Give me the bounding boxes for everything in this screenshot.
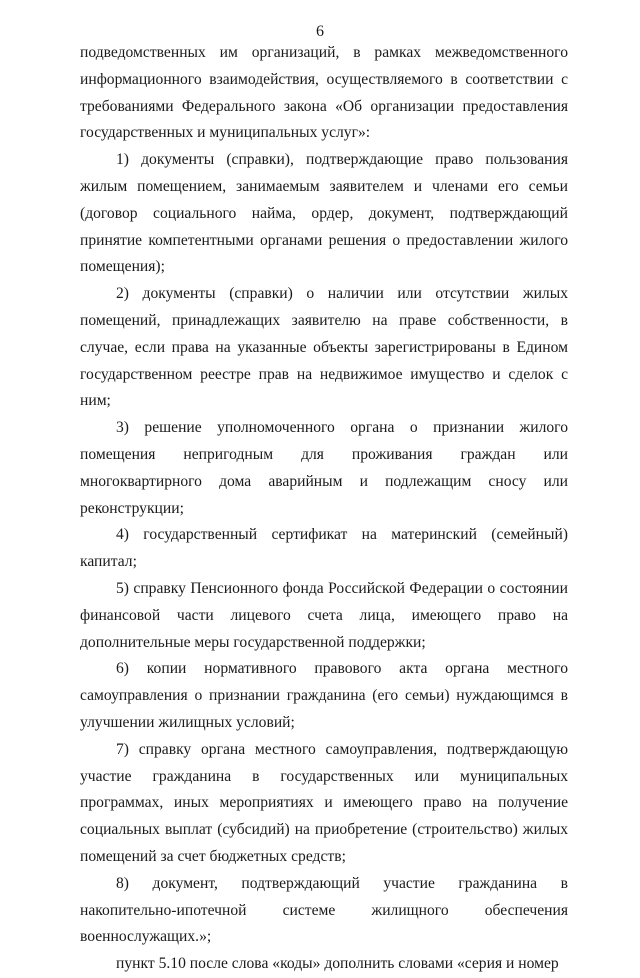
list-item-8: 8) документ, подтверждающий участие гражданина в накопительно-ипотечной системе жилищного обеспечения военнослужащих.»;: [80, 874, 568, 946]
list-item-3: 3) решение уполномоченного органа о признании жилого помещения непригодным для проживания граждан или многоквартирного дома аварийным и подлежащим сносу или реконструкции;: [80, 419, 568, 517]
list-item-6: 6) копии нормативного правового акта органа местного самоуправления о признании гражданина (его семьи) нуждающимся в улучшении жилищных условий;: [80, 660, 568, 731]
list-item-1: 1) документы (справки), подтверждающие право пользования жилым помещением, занимаемым заявителем и членами его семьи (договор социального найма, ордер, документ, подтверждающий принятие компетентными органами решения о предоставлении жилого помещения);: [80, 151, 568, 276]
page-number: 6: [316, 23, 324, 40]
paragraph-continuation: подведомственных им организаций, в рамках межведомственного информационного взаимодействия, осуществляемого в соответствии с требованиями Федерального закона «Об организации предоставления государственных и муниципальных услуг»:: [80, 44, 568, 142]
list-item-7: 7) справку органа местного самоуправления, подтверждающую участие гражданина в государственных или муниципальных программах, иных мероприятиях и имеющего право на получение социальных выплат (субсидий) на приобретение (строительство) жилых помещений за счет бюджетных средств;: [80, 740, 568, 865]
amendment-paragraph: пункт 5.10 после слова «коды» дополнить словами «серия и номер: [116, 955, 559, 973]
document-body: [80, 40, 568, 978]
list-item-5: 5) справку Пенсионного фонда Российской Федерации о состоянии финансовой части лицевого счета лица, имеющего право на дополнительные меры государственной поддержки;: [80, 579, 568, 651]
list-item-4: 4) государственный сертификат на материнский (семейный) капитал;: [80, 526, 568, 571]
list-item-2: 2) документы (справки) о наличии или отсутствии жилых помещений, принадлежащих заявителю на праве собственности, в случае, если права на указанные объекты зарегистрированы в Едином государственном реестре прав на недвижимое имущество и сделок с ним;: [80, 285, 568, 410]
